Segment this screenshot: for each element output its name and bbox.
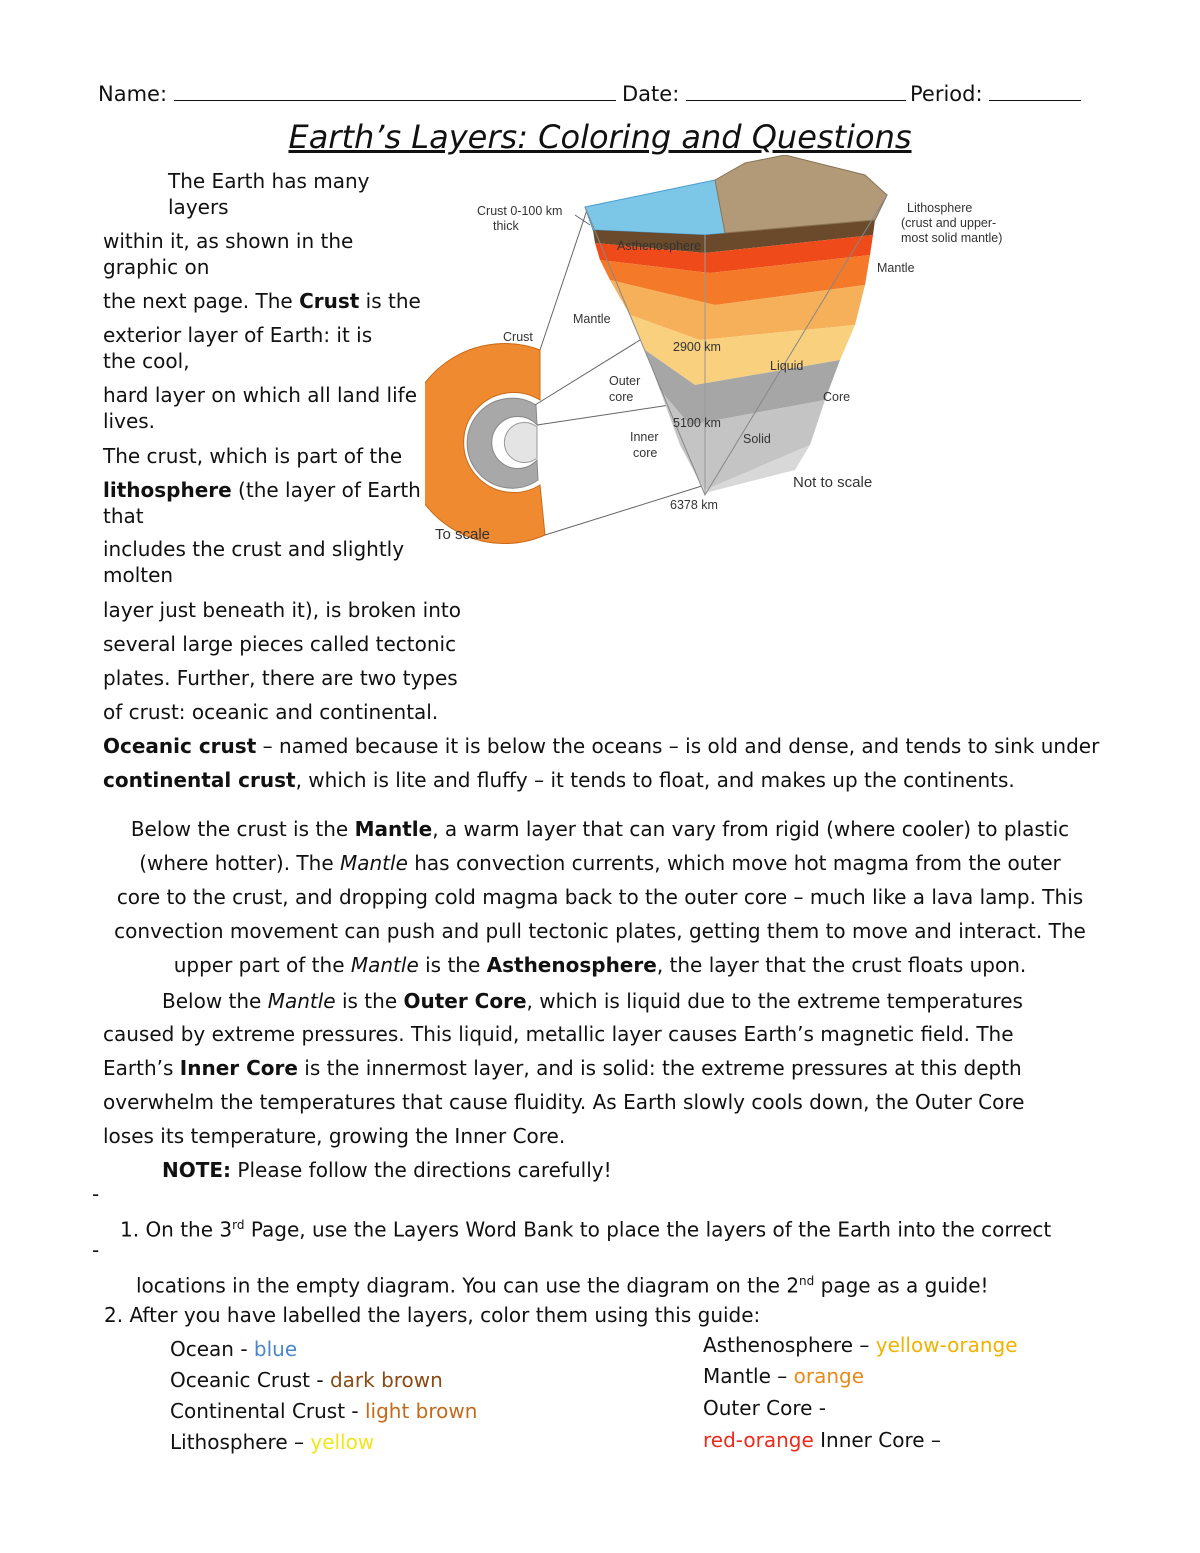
to-scale-section [425, 344, 545, 544]
intro-line: layers [168, 195, 229, 219]
core-line-3: Earth’s Inner Core is the innermost layer, and is solid: the extreme pressures at this depth [103, 1056, 1022, 1080]
term-oceanic-crust: Oceanic crust [103, 734, 257, 758]
term-inner-core: Inner Core [179, 1056, 298, 1080]
bullet-dash: - [92, 1238, 100, 1262]
intro-line: includes the crust and slightly [103, 537, 405, 561]
mantle-line-4: convection movement can push and pull tectonic plates, getting them to move and interact. The [114, 919, 1086, 943]
intro-line: lithosphere (the layer of Earth [103, 478, 421, 502]
intro-line: of crust: oceanic and continental. [103, 700, 439, 724]
label-5100km: 5100 km [673, 416, 721, 430]
intro-line: several large pieces called tectonic [103, 632, 457, 656]
intro-line: hard layer on which all land life [103, 383, 418, 407]
note-label: NOTE: [162, 1158, 232, 1182]
label-outer: Outer [609, 374, 641, 388]
intro-line: that [103, 504, 144, 528]
name-field: Name: [98, 80, 616, 106]
label-core-right: Core [823, 390, 851, 404]
intro-line: The Earth has many [168, 169, 370, 193]
label-mantle-right: Mantle [877, 261, 915, 275]
color-guide-item: Outer Core - [703, 1396, 827, 1420]
label-6378km: 6378 km [670, 498, 718, 512]
label-outer-core: core [609, 390, 634, 404]
intro-line: plates. Further, there are two types [103, 666, 458, 690]
label-to-scale: To scale [435, 526, 491, 543]
term-mantle: Mantle [354, 817, 433, 841]
intro-line: within it, as shown in the [103, 229, 354, 253]
intro-line: the next page. The Crust is the [103, 289, 421, 313]
label-liquid: Liquid [770, 359, 804, 373]
color-guide-item: Lithosphere – yellow [170, 1430, 375, 1454]
core-line-2: caused by extreme pressures. This liquid, metallic layer causes Earth’s magnetic field. The [103, 1022, 1014, 1046]
color-guide-item: red-orange Inner Core – [703, 1428, 941, 1452]
term-outer-core: Outer Core [403, 989, 527, 1013]
label-mantle-inner: Mantle [573, 312, 611, 326]
label-solid: Solid [743, 432, 771, 446]
label-lithosphere-desc-2: most solid mantle) [901, 231, 1003, 245]
label-crust: Crust [503, 330, 533, 344]
color-guide-item: Asthenosphere – yellow-orange [703, 1333, 1018, 1357]
core-line-1: Below the Mantle is the Outer Core, which is liquid due to the extreme temperatures [162, 989, 1023, 1013]
core-line-5: loses its temperature, growing the Inner Core. [103, 1124, 566, 1148]
term-continental-crust: continental crust [103, 768, 296, 792]
label-lithosphere-desc-1: (crust and upper- [901, 216, 997, 230]
term-lithosphere: lithosphere [103, 478, 232, 502]
mantle-line-5: upper part of the Mantle is the Asthenosphere, the layer that the crust floats upon. [173, 953, 1027, 977]
direction-1: 1. On the 3rd Page, use the Layers Word Bank to place the layers of the Earth into the correct [120, 1217, 1052, 1242]
bullet-dash: - [92, 1182, 100, 1206]
term-crust: Crust [299, 289, 360, 313]
date-blank[interactable] [686, 80, 906, 101]
period-field: Period: [910, 80, 1081, 106]
label-thick: thick [493, 219, 519, 233]
mantle-line-2: (where hotter). The Mantle has convection currents, which move hot magma from the outer [139, 851, 1061, 875]
mantle-line-3: core to the crust, and dropping cold magma back to the outer core – much like a lava lamp. This [116, 885, 1084, 909]
direction-2: 2. After you have labelled the layers, color them using this guide: [104, 1303, 761, 1327]
intro-line: exterior layer of Earth: it is [103, 323, 373, 347]
color-guide-item: Ocean - blue [170, 1337, 298, 1361]
label-lithosphere: Lithosphere [907, 201, 973, 215]
color-guide-item: Oceanic Crust - dark brown [170, 1368, 443, 1392]
wedge [585, 155, 887, 495]
note: NOTE: Please follow the directions carefully! [162, 1158, 612, 1182]
oceanic-line-2: continental crust, which is lite and fluffy – it tends to float, and makes up the continents. [103, 768, 1015, 792]
label-inner: Inner [630, 430, 659, 444]
intro-line: molten [103, 563, 174, 587]
period-blank[interactable] [989, 80, 1081, 101]
label-inner-core: core [633, 446, 658, 460]
intro-line: the cool, [103, 349, 190, 373]
intro-line: The crust, which is part of the [103, 444, 403, 468]
oceanic-line-1: Oceanic crust – named because it is below the oceans – is old and dense, and tends to sink under [103, 734, 1100, 758]
label-2900km: 2900 km [673, 340, 721, 354]
earth-layers-diagram [425, 155, 1025, 555]
core-line-4: overwhelm the temperatures that cause fluidity. As Earth slowly cools down, the Outer Core [103, 1090, 1025, 1114]
intro-line: lives. [103, 409, 156, 433]
intro-line: layer just beneath it), is broken into [103, 598, 461, 622]
page-title: Earth’s Layers: Coloring and Questions [288, 118, 912, 156]
color-guide-item: Mantle – orange [703, 1364, 864, 1388]
name-blank[interactable] [174, 80, 616, 101]
label-crust-thickness: Crust 0-100 km [477, 204, 563, 218]
term-asthenosphere: Asthenosphere [486, 953, 657, 977]
date-field: Date: [622, 80, 906, 106]
intro-line: graphic on [103, 255, 210, 279]
color-guide-item: Continental Crust - light brown [170, 1399, 478, 1423]
label-asthenosphere: Asthenosphere [617, 239, 702, 253]
mantle-line-1: Below the crust is the Mantle, a warm layer that can vary from rigid (where cooler) to plastic [130, 817, 1070, 841]
direction-1-cont: locations in the empty diagram. You can use the diagram on the 2nd page as a guide! [136, 1273, 989, 1298]
label-not-to-scale: Not to scale [793, 474, 873, 491]
